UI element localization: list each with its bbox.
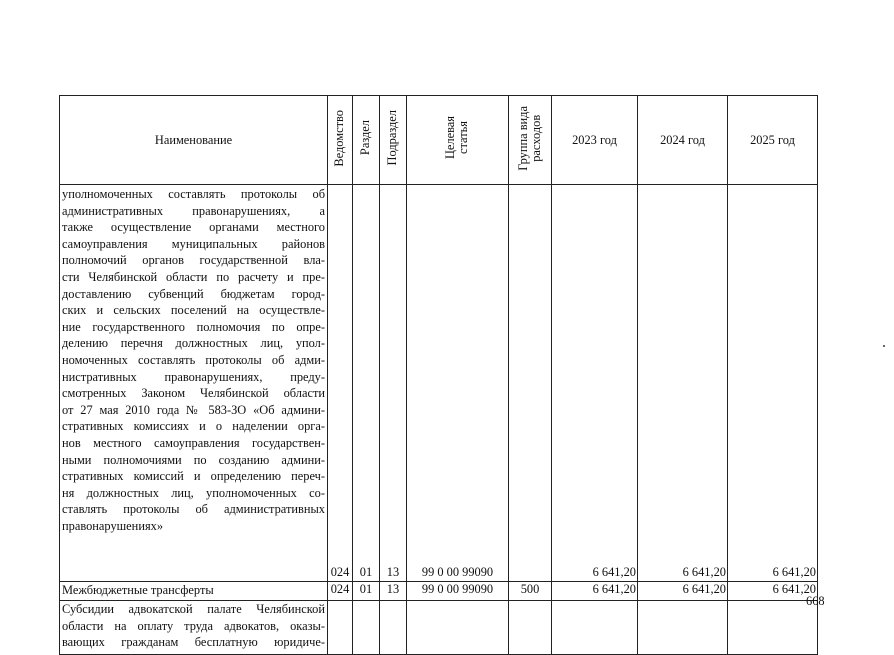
header-group-line1: Группа вида — [515, 105, 530, 171]
header-target-line1: Целевая — [443, 116, 458, 160]
row-target: 99 0 00 99090 — [407, 185, 509, 582]
header-group-label — [517, 106, 543, 171]
row-dept: 024 — [328, 185, 353, 582]
header-group — [509, 96, 552, 185]
header-section — [353, 96, 380, 185]
desc-line: нистративных правонарушениях, преду- — [62, 369, 325, 384]
desc-line: ние государственного полномочия по опре- — [62, 319, 325, 334]
header-name-label: Наименование — [154, 132, 233, 147]
row-section — [353, 601, 380, 655]
desc-line: административных правонарушениях, а — [62, 203, 325, 218]
desc-line: области на оплату труда адвокатов, оказы- — [62, 618, 325, 633]
desc-line: ными полномочиями по созданию админи- — [62, 452, 325, 467]
desc-line: самоуправления муниципальных районов — [62, 236, 325, 251]
row-dept — [328, 601, 353, 655]
header-target-line2: статья — [456, 121, 471, 155]
header-2025 — [728, 96, 818, 185]
header-section-label: Раздел — [358, 120, 373, 156]
row-description-cell — [60, 601, 328, 655]
row-dept: 024 — [328, 582, 353, 601]
header-dept-label: Ведомство — [332, 109, 347, 167]
desc-line: полномочий органов государственной вла- — [62, 253, 325, 268]
desc-line: номоченных составлять протоколы об адми- — [62, 352, 325, 367]
row-description-cell — [60, 185, 328, 582]
desc-line: вающих гражданам бесплатную юридиче- — [62, 635, 325, 650]
row-description — [62, 601, 325, 651]
desc-line: делению перечня должностных лиц, упол- — [62, 336, 325, 351]
header-dept — [328, 96, 353, 185]
table-row — [60, 601, 818, 655]
desc-line: стративных комиссий и определению переч- — [62, 469, 325, 484]
row-group: 500 — [509, 582, 552, 601]
row-description — [62, 186, 325, 534]
header-2024-label: 2024 год — [660, 132, 705, 147]
row-subsection — [380, 601, 407, 655]
desc-line: также осуществление органами местного — [62, 220, 325, 235]
desc-line: ских и сельских поселений на осуществле- — [62, 303, 325, 318]
row-amount-2023: 6 641,20 — [552, 582, 638, 601]
desc-line: сти Челябинской области по расчету и пре- — [62, 269, 325, 284]
budget-table — [59, 95, 818, 655]
row-amount-2024: 6 641,20 — [638, 185, 728, 582]
row-amount-2025: 6 641,20 — [728, 185, 818, 582]
header-target-label — [444, 116, 470, 159]
header-group-line2: расходов — [529, 114, 543, 162]
header-2023 — [552, 96, 638, 185]
desc-line: от 27 мая 2010 года № 583-ЗО «Об админи- — [62, 402, 325, 417]
page-number: 668 — [806, 594, 825, 608]
row-amount-2025: 6 641,20 — [728, 582, 818, 601]
row-amount-2024 — [638, 601, 728, 655]
desc-line: стративных комиссиях и о наделении орга- — [62, 419, 325, 434]
header-subsection-label: Подраздел — [385, 110, 400, 166]
row-amount-2023: 6 641,20 — [552, 185, 638, 582]
table-row — [60, 185, 818, 582]
header-2023-label: 2023 год — [572, 132, 617, 147]
row-section: 01 — [353, 185, 380, 582]
row-description-cell — [60, 582, 328, 601]
row-target: 99 0 00 99090 — [407, 582, 509, 601]
header-2024 — [638, 96, 728, 185]
desc-line: ставлять протоколы об административных — [62, 502, 325, 517]
row-target — [407, 601, 509, 655]
header-row — [60, 96, 818, 185]
desc-line: Субсидии адвокатской палате Челябинской — [62, 602, 325, 616]
desc-line: правонарушениях» — [62, 518, 164, 533]
desc-line: ня должностных лиц, уполномоченных со- — [62, 485, 325, 500]
row-amount-2023 — [552, 601, 638, 655]
row-subsection: 13 — [380, 185, 407, 582]
row-group — [509, 601, 552, 655]
header-target — [407, 96, 509, 185]
row-amount-2025 — [728, 601, 818, 655]
header-name — [60, 96, 328, 185]
row-section: 01 — [353, 582, 380, 601]
table-row — [60, 582, 818, 601]
header-2025-label: 2025 год — [750, 132, 795, 147]
row-group — [509, 185, 552, 582]
row-amount-2024: 6 641,20 — [638, 582, 728, 601]
desc-line: смотренных Законом Челябинской области — [62, 386, 325, 401]
row-subsection: 13 — [380, 582, 407, 601]
margin-mark — [883, 345, 885, 347]
desc-line: уполномоченных составлять протоколы об — [62, 187, 325, 201]
desc-line: доставлению субвенций бюджетам город- — [62, 286, 325, 301]
header-subsection — [380, 96, 407, 185]
row-description: Межбюджетные трансферты — [62, 583, 214, 597]
desc-line: нов местного самоуправления государствен- — [62, 435, 325, 450]
